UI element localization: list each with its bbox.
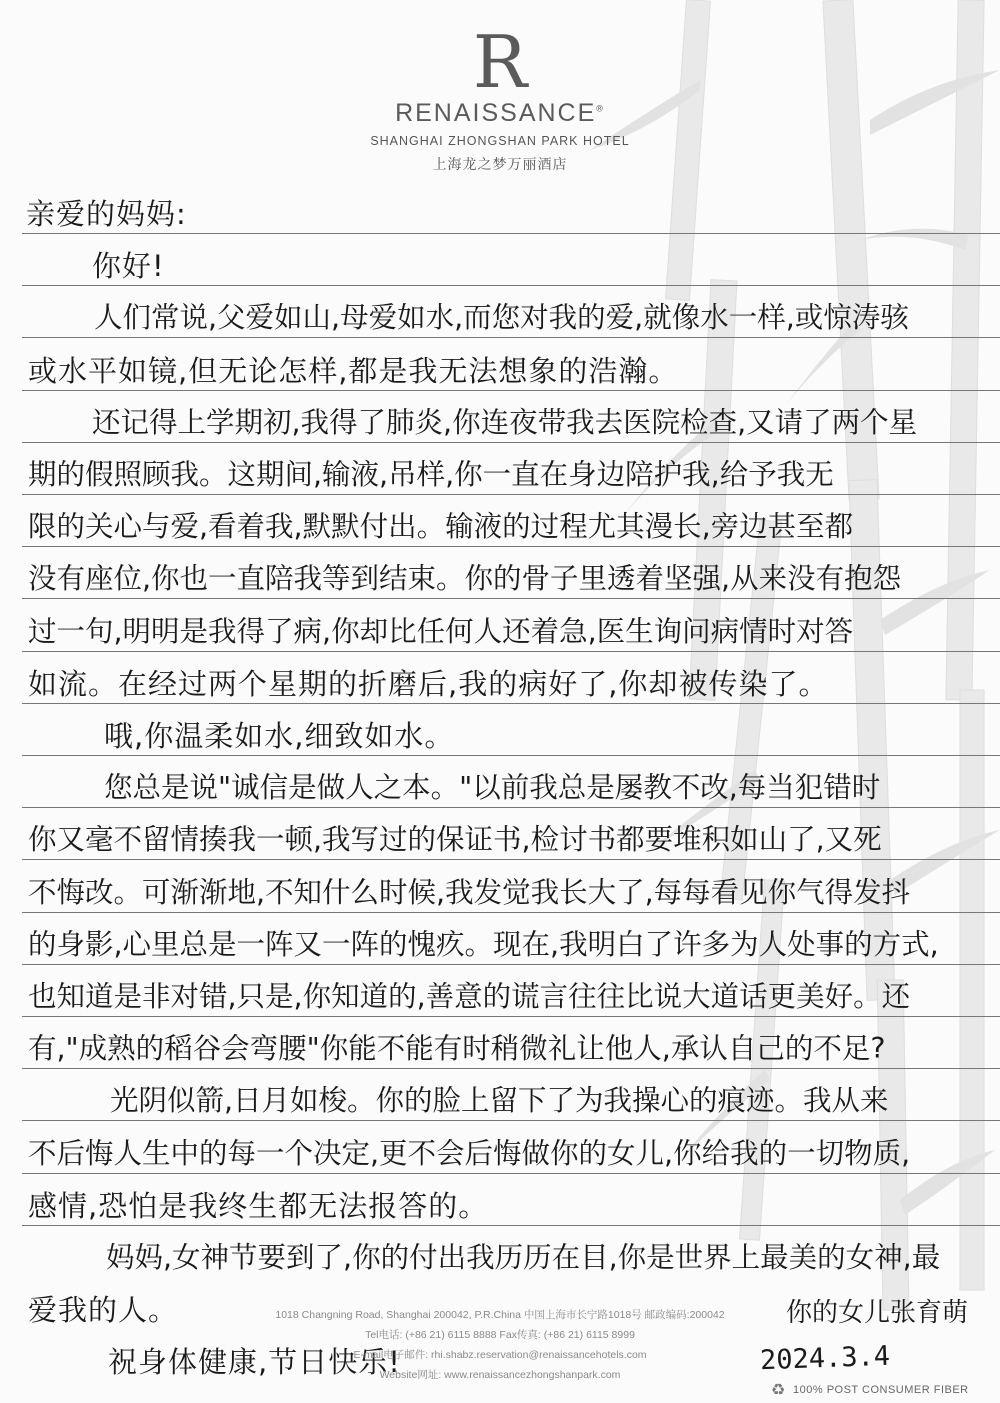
- letter-line: 爱我的人。: [28, 1293, 179, 1328]
- letter-line: 有,"成熟的稻谷会弯腰"你能不能有时稍微礼让他人,承认自己的不足?: [28, 1032, 886, 1066]
- letter-line: 您总是说"诚信是做人之本。"以前我总是屡教不改,每当犯错时: [104, 771, 881, 805]
- letter-line: 你好!: [92, 249, 165, 284]
- letter-signature: 你的女儿张育萌: [786, 1298, 969, 1328]
- ruled-line: [22, 1173, 1000, 1174]
- ruled-line: [22, 912, 1000, 913]
- footer-website: Website网址: www.renaissancezhongshanpark.com: [379, 1369, 621, 1381]
- letter-line: 或水平如镜,但无论怎样,都是我无法想象的浩瀚。: [28, 353, 679, 388]
- letter-closing: 祝身体健康,节日快乐!: [108, 1345, 401, 1380]
- registered-mark: ®: [596, 103, 605, 114]
- ruled-line: [22, 703, 1000, 704]
- letter-line: 还记得上学期初,我得了肺炎,你连夜带我去医院检查,又请了两个星: [92, 405, 918, 439]
- ruled-line: [22, 337, 1000, 338]
- ruled-line: [22, 1120, 1000, 1121]
- letter-line: 如流。在经过两个星期的折磨后,我的病好了,你却被传染了。: [28, 666, 829, 701]
- letter-line: 不悔改。可渐渐地,不知什么时候,我发觉我长大了,每每看见你气得发抖: [28, 875, 911, 909]
- letter-line: 没有座位,你也一直陪我等到结束。你的骨子里透着坚强,从来没有抱怨: [28, 562, 902, 596]
- letter-line: 限的关心与爱,看着我,默默付出。输液的过程尤其漫长,旁边甚至都: [28, 510, 854, 544]
- recycled-fiber-note: 100% POST CONSUMER FIBER: [793, 1384, 969, 1396]
- letter-line: 也知道是非对错,只是,你知道的,善意的谎言往往比说大道话更美好。还: [28, 980, 911, 1013]
- letter-line: 人们常说,父爱如山,母爱如水,而您对我的爱,就像水一样,或惊涛骇: [94, 301, 909, 335]
- ruled-line: [22, 651, 1000, 652]
- ruled-line: [22, 807, 1000, 808]
- ruled-line: [22, 494, 1000, 495]
- ruled-line: [22, 442, 1000, 443]
- letter-line: 期的假照顾我。这期间,输液,吊样,你一直在身边陪护我,给予我无: [28, 458, 834, 491]
- ruled-line: [22, 859, 1000, 860]
- ruled-line: [22, 1068, 1000, 1069]
- letter-line: 光阴似箭,日月如梭。你的脸上留下了为我操心的痕迹。我从来: [110, 1084, 889, 1118]
- hotel-brand-name: [0, 99, 1000, 128]
- brand-text: RENAISSANCE: [395, 99, 597, 127]
- ruled-line: [22, 285, 1000, 286]
- letter-line: 感情,恐怕是我终生都无法报答的。: [28, 1188, 489, 1223]
- hotel-logo-mark: R: [472, 20, 528, 104]
- ruled-line: [22, 390, 1000, 391]
- hotel-name-english: SHANGHAI ZHONGSHAN PARK HOTEL: [370, 134, 630, 148]
- letter-line: 不后悔人生中的每一个决定,更不会后悔做你的女儿,你给我的一切物质,: [28, 1136, 911, 1170]
- letter-salutation: 亲爱的妈妈:: [26, 197, 187, 231]
- ruled-line: [22, 598, 1000, 599]
- letter-line: 过一句,明明是我得了病,你却比任何人还着急,医生询问病情时对答: [28, 614, 854, 648]
- footer-email: E-mail电子邮件: rhi.shabz.reservation@renaissancehotels.com: [353, 1349, 647, 1361]
- letter-line: 你又毫不留情揍我一顿,我写过的保证书,检讨书都要堆积如山了,又死: [28, 823, 882, 857]
- letter-date: 2024.3.4: [759, 1340, 891, 1377]
- ruled-line: [22, 1016, 1000, 1017]
- recycle-icon: ♻: [770, 1380, 786, 1399]
- letter-line: 的身影,心里总是一阵又一阵的愧疚。现在,我明白了许多为人处事的方式,: [28, 927, 939, 961]
- ruled-line: [22, 1225, 1000, 1226]
- ruled-line: [22, 964, 1000, 965]
- footer-phone: Tel电话: (+86 21) 6115 8888 Fax传真: (+86 21) 6115 8999: [365, 1329, 635, 1341]
- footer-address: 1018 Changning Road, Shanghai 200042, P.R.China 中国上海市长宁路1018号 邮政编码:200042: [275, 1309, 725, 1321]
- ruled-line: [22, 233, 1000, 234]
- ruled-line: [22, 755, 1000, 756]
- letter-line: 哦,你温柔如水,细致如水。: [104, 719, 455, 753]
- hotel-name-chinese: 上海龙之梦万丽酒店: [432, 157, 568, 173]
- letter-line: 妈妈,女神节要到了,你的付出我历历在目,你是世界上最美的女神,最: [106, 1241, 941, 1274]
- ruled-line: [22, 546, 1000, 547]
